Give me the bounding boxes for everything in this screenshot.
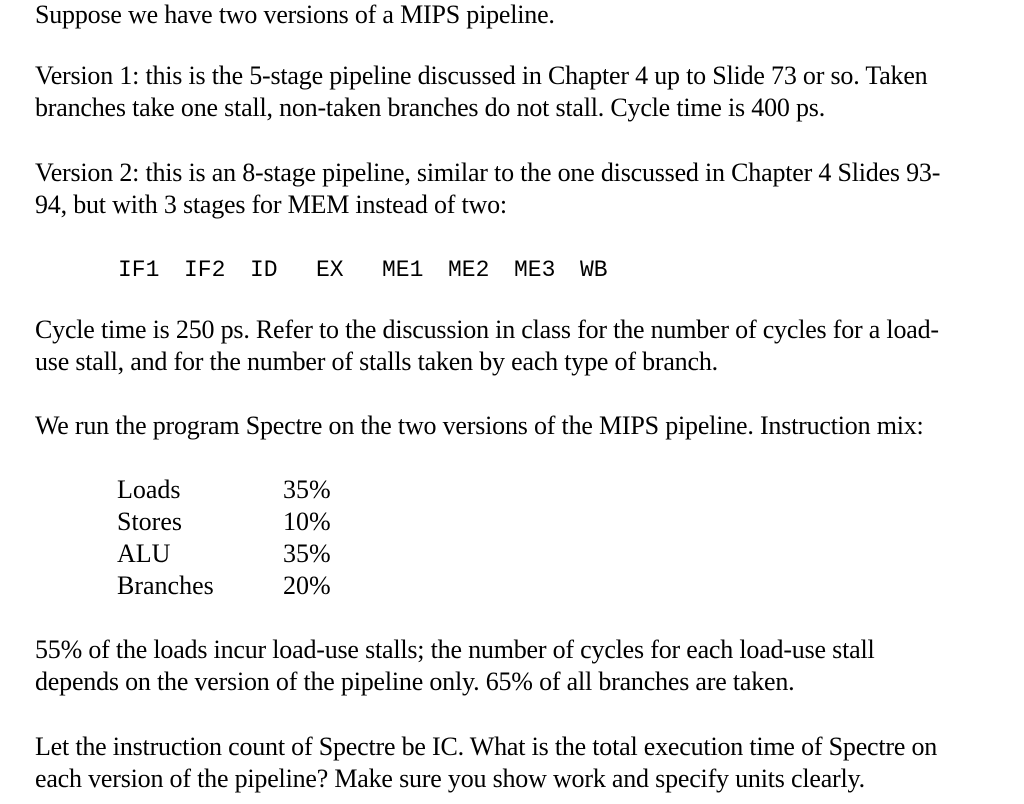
mix-value-branches: 20% (283, 571, 331, 600)
cycle-note-line2: use stall, and for the number of stalls taken by each type of branch. (35, 347, 718, 376)
mix-label-stores: Stores (117, 507, 182, 536)
stage-me3: ME3 (514, 257, 556, 283)
version2-line1: Version 2: this is an 8-stage pipeline, similar to the one discussed in Chapter 4 Slides 93- (35, 158, 941, 187)
version2-line2: 94, but with 3 stages for MEM instead of two: (35, 190, 507, 219)
question-line1: Let the instruction count of Spectre be IC. What is the total execution time of Spectre on (35, 732, 938, 761)
mix-label-loads: Loads (117, 475, 181, 504)
cycle-note-line1: Cycle time is 250 ps. Refer to the discussion in class for the number of cycles for a load- (35, 315, 939, 344)
mix-label-branches: Branches (117, 571, 214, 600)
stage-wb: WB (580, 257, 608, 283)
stage-if1: IF1 (118, 257, 160, 283)
mix-value-alu: 35% (283, 539, 331, 568)
stage-ex: EX (316, 257, 344, 283)
pipeline-stages (118, 254, 620, 286)
stall-note-line1: 55% of the loads incur load-use stalls; the number of cycles for each load-use stall (35, 635, 875, 664)
mix-value-loads: 35% (283, 475, 331, 504)
stage-id: ID (250, 257, 278, 283)
version1-line1: Version 1: this is the 5-stage pipeline discussed in Chapter 4 up to Slide 73 or so. Taken (35, 61, 928, 90)
version1-line2: branches take one stall, non-taken branches do not stall. Cycle time is 400 ps. (35, 93, 825, 122)
intro-text: Suppose we have two versions of a MIPS pipeline. (35, 0, 555, 29)
stage-me1: ME1 (382, 257, 424, 283)
mix-label-alu: ALU (117, 539, 171, 568)
stage-me2: ME2 (448, 257, 490, 283)
stall-note-line2: depends on the version of the pipeline only. 65% of all branches are taken. (35, 667, 795, 696)
mix-value-stores: 10% (283, 507, 331, 536)
run-note: We run the program Spectre on the two versions of the MIPS pipeline. Instruction mix: (35, 411, 924, 440)
question-line2: each version of the pipeline? Make sure you show work and specify units clearly. (35, 764, 865, 793)
stage-if2: IF2 (184, 257, 226, 283)
